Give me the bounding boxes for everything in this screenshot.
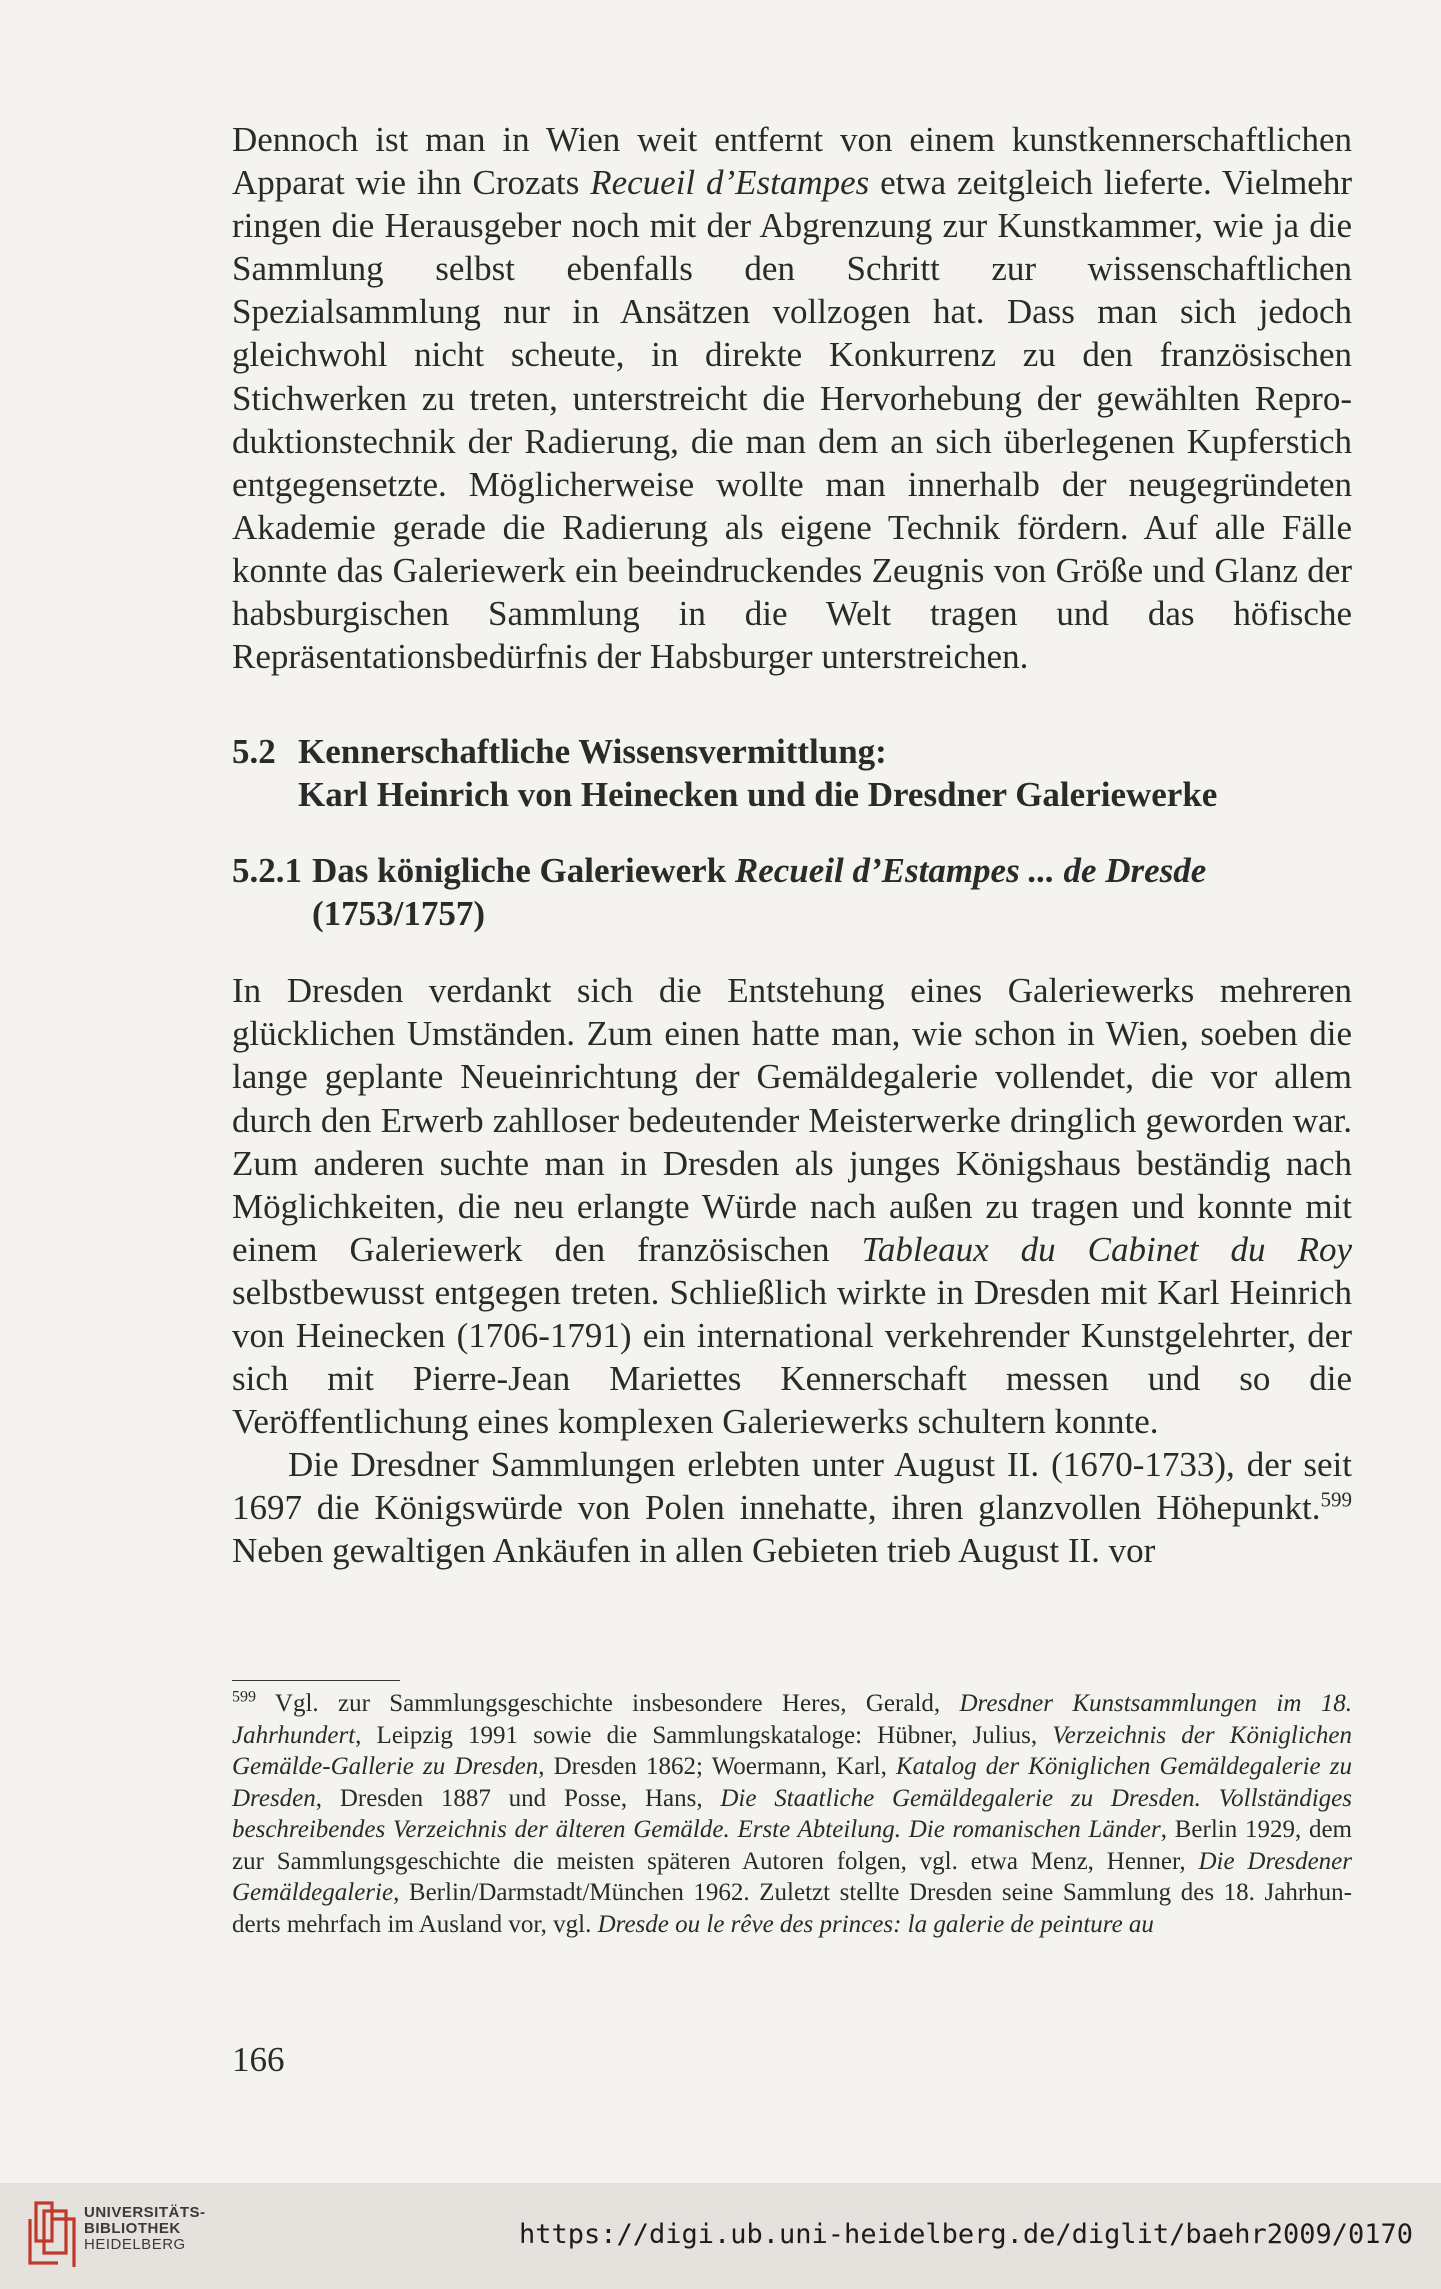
- library-name: [84, 2205, 206, 2253]
- library-name-line-1: UNIVERSITÄTS-: [84, 2204, 206, 2221]
- italic-title: Recueil d’Estampes ... de Dresde: [734, 851, 1207, 891]
- page-number: 166: [232, 2040, 285, 2079]
- section-title: [298, 730, 1352, 816]
- section-title-line-2: Karl Heinrich von Heinecken und die Dresdner Galeriewerke: [298, 775, 1218, 815]
- text-run: Dennoch ist man in Wien weit entfernt von einem kunstkennerschaftlichen Apparat wie ihn Crozats: [232, 120, 1352, 203]
- section-title-line-1: Kennerschaftliche Wissensvermittlung:: [298, 732, 887, 772]
- paragraph-1: [232, 118, 1352, 678]
- footnote-divider: [232, 1680, 400, 1681]
- paragraph-2: [232, 969, 1352, 1443]
- subsection-title: [312, 849, 1352, 935]
- text-run: Die Dresdner Sammlungen erlebten unter August II. (1670-1733), der seit 1697 die Königswürde von Polen innehatte, ihren glanzvollen Höhepunkt.: [232, 1445, 1352, 1528]
- footnote-marker: 599: [232, 1688, 256, 1706]
- text-run: Das königliche Galeriewerk: [312, 851, 735, 891]
- subsection-title-line-1: [312, 851, 1206, 890]
- italic-title: Katalog der Königlichen Gemäldegalerie zu Dresden: [232, 1753, 1352, 1812]
- university-library-logo-icon[interactable]: [22, 2197, 80, 2271]
- section-heading: [232, 730, 1352, 816]
- italic-title: Recueil d’Estampes: [590, 163, 870, 203]
- permalink-url[interactable]: https://digi.ub.uni-heidelberg.de/diglit/baehr2009/0170: [518, 2219, 1413, 2250]
- text-run: , Berlin 1929, dem zur Sammlungsgeschichte die meisten späteren Autoren folgen, vgl. etwa Menz, Henner,: [232, 1816, 1352, 1875]
- italic-title: Verzeichnis der Königlichen Gemälde-Gallerie zu Dresden: [232, 1721, 1352, 1780]
- library-name-line-2: BIBLIOTHEK: [84, 2220, 181, 2237]
- italic-title: Die Staatliche Gemäldegalerie zu Dresden. Vollständiges beschreibendes Verzeichnis der älteren Gemälde. Erste Abteilung. Die romanischen Länder: [232, 1784, 1352, 1843]
- text-run: , Dresden 1862; Woermann, Karl,: [538, 1753, 896, 1780]
- subsection-heading: [232, 849, 1352, 935]
- italic-title: Dresdner Kunstsammlungen im 18. Jahrhundert: [232, 1690, 1352, 1749]
- text-run: selbstbewusst entgegen treten. Schließlich wirkte in Dresden mit Karl Heinrich von Heinecken (1706-1791) ein international verkehrender Kunstgelehrter, der sich mit Pierre-Jean Mariettes Kennerschaft messen und so die Veröffentlichung eines komplexen Galeriewerks schultern konnte.: [232, 1272, 1352, 1442]
- viewer-footer: [0, 2183, 1441, 2289]
- subsection-number: 5.2.1: [232, 851, 302, 891]
- text-run: , Berlin/Darmstadt/München 1962. Zuletzt stellte Dresden seine Sammlung des 18. Jahrhunderts mehrfach im Ausland vor, vgl.: [232, 1879, 1352, 1938]
- text-run: , Leipzig 1991 sowie die Sammlungskataloge: Hübner, Julius,: [355, 1721, 1053, 1749]
- paragraph-3: [232, 1443, 1352, 1572]
- italic-title: Die Dresdener Gemäldegalerie: [232, 1847, 1352, 1906]
- footnote-marker: 599: [1320, 1487, 1352, 1512]
- library-name-line-3: HEIDELBERG: [84, 2236, 186, 2253]
- subsection-title-line-2: (1753/1757): [312, 894, 486, 934]
- main-text: [232, 118, 1352, 1573]
- text-run: , Dresden 1887 und Posse, Hans,: [315, 1784, 721, 1812]
- footnote-599: [232, 1688, 1352, 1940]
- text-run: Vgl. zur Sammlungsgeschichte insbesondere Heres, Gerald,: [256, 1690, 960, 1717]
- text-run: Neben gewaltigen Ankäufen in allen Gebieten trieb August II. vor: [232, 1531, 1156, 1571]
- text-run: In Dresden verdankt sich die Entstehung eines Galeriewerks mehreren glücklichen Umständen. Zum einen hatte man, wie schon in Wien, soeben die lange geplante Neueinrichtung der Gemäldegalerie vollendet, die vor allem durch den Erwerb zahlloser bedeutender Meisterwerke dringlich geworden war. Zum anderen suchte man in Dresden als junges Königshaus beständig nach Möglichkeiten, die neu erlangte Würde nach außen zu tragen und konnte mit einem Galeriewerk den französischen: [232, 971, 1352, 1269]
- section-number: 5.2: [232, 732, 276, 772]
- italic-title: Tableaux du Cabinet du Roy: [861, 1229, 1352, 1269]
- italic-title: Dresde ou le rêve des princes: la galerie de peinture au: [597, 1910, 1154, 1938]
- text-run: etwa zeitgleich lieferte. Vielmehr ringen die Herausgeber noch mit der Abgrenzung zur Kunstkammer, wie ja die Sammlung selbst ebenfalls den Schritt zur wissenschaftlichen Spezialsammlung nur in Ansätzen vollzogen hat. Dass man sich jedoch gleichwohl nicht scheute, in direkte Konkurrenz zu den französischen Stichwerken zu treten, unterstreicht die Hervorhebung der gewählten Reproduktionstechnik der Radierung, die man dem an sich überlegenen Kupferstich entgegensetzte. Möglicherweise wollte man innerhalb der neugegründeten Akademie gerade die Radierung als eigene Technik fördern. Auf alle Fälle konnte das Galeriewerk ein beeindruckendes Zeugnis von Größe und Glanz der habsburgischen Sammlung in die Welt tragen und das höfische Repräsentationsbedürfnis der Habsburger unterstreichen.: [232, 163, 1352, 677]
